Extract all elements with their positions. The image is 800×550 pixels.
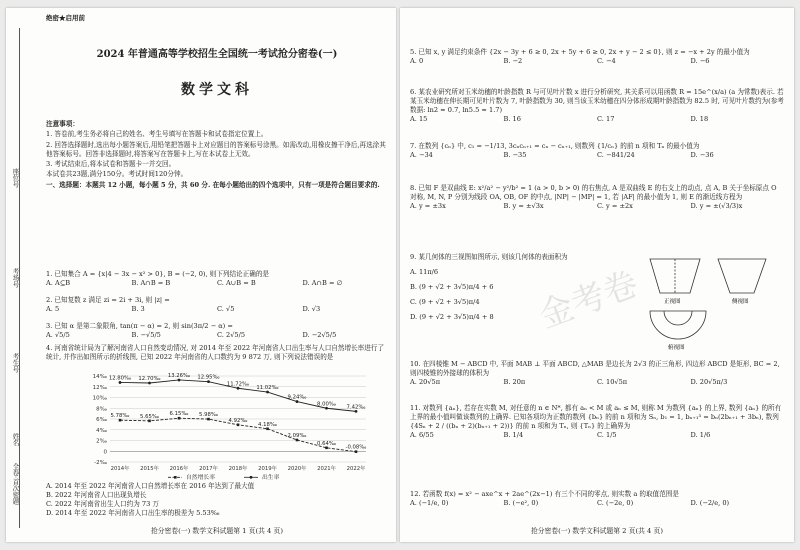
instruction-item: 3. 考试结束后,将本试卷和答题卡一并交回。 [46,160,176,169]
page-1-content [44,8,390,542]
question-1 [46,270,388,288]
data-label: 12.95‰ [197,374,220,381]
option: A. 0 [410,56,424,65]
question-6 [410,88,784,124]
data-label: 12.80‰ [108,375,132,382]
option: D. 1/6 [690,430,711,439]
question-6-options [410,115,784,124]
question-3-stem: 3. 已知 α 是第二象限角, tan(π − α) = 2, 则 sin(3π/2 − α) = [46,322,233,330]
question-11 [410,404,784,440]
exam-title: 2024 年普通高等学校招生全国统一考试抢分密卷(一) [96,49,338,60]
option: D. 18 [690,114,709,123]
x-tick-label: 2019年 [258,466,277,472]
data-point [296,400,299,403]
option: B. (9 + √2 + 3√5)π/4 + 6 [410,282,494,291]
option: B. A∩B = B [131,278,171,287]
side-view-shape [718,259,766,293]
data-point [148,420,151,423]
option: C. y = ±2x [597,201,633,210]
data-point [325,407,328,410]
y-tick-label: 10‰ [92,395,107,402]
data-point [178,379,181,382]
data-label: 7.42‰ [346,404,366,411]
option: A. 11π/6 [410,267,439,276]
x-tick-label: 2021年 [317,466,336,472]
x-tick-label: 2022年 [346,466,366,472]
option: A. 6/55 [410,430,434,439]
question-9-stem: 9. 某几何体的三视图如图所示, 则该几何体的表面积为 [410,253,568,261]
legend-label: 自然增长率 [186,475,215,481]
y-tick-label: 6‰ [96,417,107,423]
question-7-stem: 7. 在数列 {cₙ} 中, c₁ = −1/13, 3cₙcₙ₊₁ = cₙ − cₙ₊₁, 则数列 {1/cₙ} 的前 n 项和 Tₙ 的最小值为 [410,142,700,150]
y-tick-label: 12‰ [92,384,107,391]
side-view-label: 侧视图 [732,299,749,305]
option: D. A∩B = ∅ [302,278,343,287]
x-tick-label: 2017年 [199,466,218,472]
option: B. 3 [131,304,145,313]
question-12-options [410,499,784,508]
sidebar-note: 全卷·首次密题 [11,463,20,505]
question-11-stem: 11. 对数列 {aₙ}, 若存在实数 M, 对任意的 n ∈ N*, 都有 aₙ < M 或 aₙ ≤ M, 则称 M 为数列 {aₙ} 的上界, 数列 {aₙ} 的所有上界的最小值叫做该数列的上确界. 已知各项均为正数的数列 {bₙ} 的前 n 项和为 Sₙ, b₁ = 1, bₙ₊₁³ = bₙ(2bₙ₊₁ + 3bₙ), 数列 {4Sₙ + 2 / ((bₙ + 2)(bₙ₊₁ + 2))} 的前 n 项和为 Tₙ, 则 {Tₙ} 的上确界为 [410,404,782,430]
option: C. −4 [597,56,616,65]
question-4-stem: 4. 河南省统计局为了解河南省人口自然变动情况, 对 2014 年至 2022 年河南省人口出生率与人口自然增长率进行了统计, 并作出如图所示的折线图, 已知 2022 年河南省的人口数约为 9 872 万, 则下列说法错误的是 [46,344,385,361]
option: C. −841/24 [597,150,635,159]
data-point [178,417,181,420]
data-point [207,380,210,383]
option: B. 20π [503,377,526,386]
confidential-mark: 绝密★启用前 [46,14,85,22]
data-label: 8.00‰ [317,401,336,408]
option: B. y = ±√3x [503,201,544,210]
question-4-options [46,482,388,518]
option: A. 15 [410,114,428,123]
question-2 [46,296,388,314]
question-12-stem: 12. 若函数 f(x) = x² − axe^x + 2ae^(2x−1) 有三个不同的零点, 则实数 a 的取值范围是 [410,490,679,498]
instructions [46,120,388,191]
three-view-diagram [644,253,784,355]
question-8-stem: 8. 已知 F 是双曲线 E: x²/a² − y²/b² = 1 (a > 0, b > 0) 的右焦点, A 是双曲线 E 的右支上的动点, 点 A, B 关于坐标原点 O 对称, M, N, P 分别为线段 OA, OB, OF 的中点, |NP| − |MP| = 1, 若 |AF| 的最小值为 1, 则 E 的渐近线方程为 [410,184,777,201]
option: C. 2022 年河南省出生人口约为 73 万 [46,499,159,508]
page-1-footer: 抢分密卷(一) 数学文科试题第 1 页(共 4 页) [150,526,283,535]
data-label: -0.08‰ [345,444,367,451]
option: B. −√5/5 [131,330,161,339]
instruction-item: 本试卷共23题,满分150分。考试时间120分钟。 [46,170,188,179]
option: C. 17 [597,114,615,123]
data-point [237,387,240,390]
seat-number-label: 座位号 [11,168,20,188]
data-label: 2.09‰ [287,433,307,440]
option: C. A∪B = B [217,278,256,287]
option: C. (9 + √2 + 3√5)π/4 [410,297,480,306]
question-6-stem: 6. 某农业研究所对玉米幼穗的叶龄指数 R 与可见叶片数 x 进行分析研究, 其关系可以用函数 R = 15e^(x/a) (a 为常数)表示. 若某玉米幼穗在伸长期可见叶片数为 7, 叶龄指数为 30, 则当该玉米幼穗在四分体形成期叶龄指数为 82.5 时, 可见叶片数约为(参考数据: ln2 ≈ 0.7, ln5.5 ≈ 1.7) [410,88,784,114]
data-point [325,447,328,450]
x-tick-label: 2020年 [287,466,307,472]
option: B. (−e², 0) [503,498,539,507]
option: C. 2√5/5 [217,330,246,339]
top-view-label: 俯视图 [668,345,685,351]
question-8-options [410,202,784,211]
option: D. y = ±(√3/3)x [690,201,743,210]
option: D. −36 [690,150,714,159]
question-7-options [410,151,784,160]
front-view-label: 正视图 [664,299,681,305]
data-label: 4.18‰ [258,421,277,428]
question-8 [410,184,784,211]
data-point [148,382,151,385]
data-point [237,424,240,427]
question-10-options [410,378,784,387]
option: C. √5 [217,304,235,313]
page-2-footer: 抢分密卷(一) 数学文科试题第 2 页(共 4 页) [530,526,663,535]
question-3 [46,322,388,340]
y-tick-label: 2‰ [96,438,107,445]
question-1-options [46,279,388,288]
option: C. 10√5π [597,377,628,386]
question-1-stem: 1. 已知集合 A = {x|4 − 3x − x² > 0}, B = (−2, 0), 则下列结论正确的是 [46,270,270,278]
data-point [355,450,358,453]
question-11-options [410,431,784,440]
data-point [207,418,210,421]
question-5-options [410,57,784,66]
data-point [266,391,269,394]
data-label: 5.65‰ [140,413,159,420]
question-3-options [46,331,388,340]
option: A. (−1/e, 0) [410,498,449,507]
option: A. 5 [46,304,60,313]
option: D. (9 + √2 + 3√5)π/4 + 8 [410,312,494,321]
data-label: 5.78‰ [110,413,130,420]
data-point [266,427,269,430]
top-view-inner [664,311,692,325]
question-5-stem: 5. 已知 x, y 满足约束条件 {2x − 3y + 6 ≥ 0, 2x + 5y + 6 ≥ 0, 2x + y − 2 ≤ 0}, 则 z = −x + 2y 的最小值为 [410,48,750,56]
watermark: 金考卷 [533,263,644,337]
option: D. −6 [690,56,710,65]
data-point [355,410,358,413]
question-12 [410,490,784,508]
data-point [296,439,299,442]
option: B. −2 [503,56,523,65]
instructions-heading: 注意事项： [46,120,79,128]
option: A. 20√5π [410,377,441,386]
option: A. A⊆B [46,278,71,287]
exam-page-1 [6,8,396,542]
name-label: 姓名 [11,433,20,446]
option: C. 1/5 [597,430,617,439]
x-tick-label: 2014年 [110,466,130,472]
data-label: 6.15‰ [169,411,189,418]
option: C. (−2e, 0) [597,498,634,507]
y-tick-label: 14‰ [92,374,107,380]
instruction-item: 1. 答卷前,考生务必将自己的姓名、考生号填写在答题卡和试卷指定位置上。 [46,130,268,139]
legend-marker [250,476,253,479]
question-4 [46,344,388,362]
option: A. −34 [410,150,433,159]
y-tick-label: -2‰ [94,460,107,466]
option: D. (−2/e, 0) [690,498,730,507]
population-line-chart [74,370,374,482]
x-tick-label: 2018年 [228,466,248,472]
option: B. 16 [503,114,521,123]
instruction-item: 2. 回答选择题时,选出每小题答案后,用铅笔把答题卡上对应题目的答案标号涂黑。如需改动,用橡皮擦干净后,再选涂其他答案标号。回答非选择题时,将答案写在答题卡上,写在本试卷上无效。 [46,140,386,158]
option: D. √3 [302,304,321,313]
data-label: 12.70‰ [138,375,161,382]
y-tick-label: 8‰ [96,406,107,413]
option: A. √5/5 [46,330,70,339]
candidate-number-label: 考生号 [11,353,20,373]
question-5 [410,48,784,66]
option: D. −2√5/5 [302,330,337,339]
data-point [119,419,122,422]
option: B. 1/4 [503,430,524,439]
option: A. 2014 年至 2022 年河南省人口自然增长率在 2016 年达到了最大值 [46,482,255,490]
data-label: 11.02‰ [256,385,279,392]
binding-sidebar [6,8,42,542]
x-tick-label: 2016年 [169,466,189,472]
question-7 [410,142,784,160]
y-tick-label: 4‰ [96,427,107,434]
data-label: 4.92‰ [228,417,248,424]
legend-label: 出生率 [262,475,280,481]
option: A. y = ±3x [410,201,446,210]
section-heading: 一、选择题：本题共 12 小题，每小题 5 分，共 60 分. 在每小题给出的四个选项中，只有一项是符合题目要求的. [46,180,380,189]
data-label: 0.64‰ [317,440,336,447]
y-tick-label: 0 [103,449,107,456]
exam-page-2 [400,8,794,542]
data-point [119,381,122,384]
option: B. 2022 年河南省人口出现负增长 [46,490,147,499]
exam-room-label: 考场号 [11,268,20,288]
data-label: 13.26‰ [167,372,191,379]
option: D. 20√5π/3 [690,377,728,386]
subject-title: 数学文科 [181,82,253,98]
question-2-options [46,305,388,314]
question-2-stem: 2. 已知复数 z 满足 zi = 2i + 3i, 则 |z| = [46,296,170,304]
option: D. 2014 年至 2022 年河南省人口出生率的极差为 5.53‰ [46,508,220,517]
data-label: 11.72‰ [226,381,250,388]
question-10 [410,360,784,387]
question-10-stem: 10. 在四棱锥 M − ABCD 中, 平面 MAB ⊥ 平面 ABCD, △MAB 是边长为 2√3 的正三角形, 四边形 ABCD 是矩形, BC = 2, 则四棱锥的外接球的体积为 [410,360,780,377]
option: B. −35 [503,150,527,159]
data-label: 5.98‰ [199,412,218,419]
x-tick-label: 2015年 [140,466,159,472]
page-2-content [408,8,786,542]
data-label: 9.24‰ [287,394,307,401]
